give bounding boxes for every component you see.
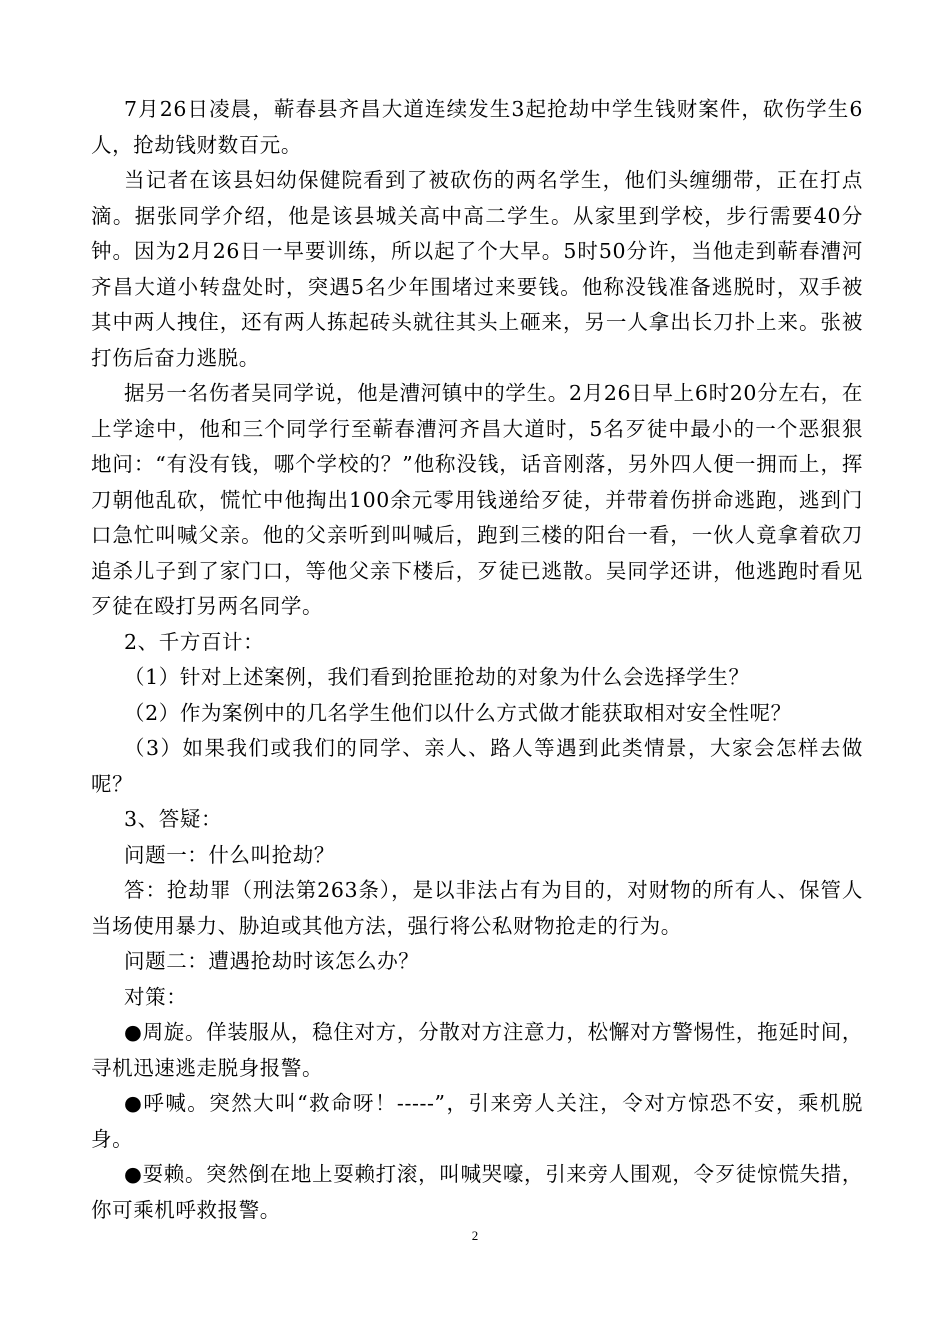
countermeasure-item: ●耍赖。突然倒在地上耍赖打滚，叫喊哭嚎，引来旁人围观，令歹徒惊慌失措，你可乘机呼救报警。 [91,1162,863,1222]
question-heading-1: 问题一：什么叫抢劫？ [124,842,335,867]
answer-paragraph-1: 答：抢劫罪（刑法第263条），是以非法占有为目的，对财物的所有人、保管人当场使用暴力、胁迫或其他方法，强行将公私财物抢走的行为。 [91,878,863,938]
countermeasure-item: ●周旋。佯装服从，稳住对方，分散对方注意力，松懈对方警惕性，拖延时间，寻机迅速逃走脱身报警。 [91,1020,863,1080]
countermeasures-label: 对策： [124,984,188,1009]
question-item-1: （1）针对上述案例，我们看到抢匪抢劫的对象为什么会选择学生？ [124,665,750,689]
document-body [91,92,863,1228]
question-item-2: （2）作为案例中的几名学生他们以什么方式做才能获取相对安全性呢？ [124,700,792,725]
page-number: 2 [471,1228,479,1243]
question-item-3: （3）如果我们或我们的同学、亲人、路人等遇到此类情景，大家会怎样去做呢？ [91,736,863,796]
countermeasure-item: ●呼喊。突然大叫“救命呀！-----”，引来旁人关注，令对方惊恐不安，乘机脱身。 [91,1091,863,1151]
paragraph-case-summary: 7月26日凌晨，蕲春县齐昌大道连续发生3起抢劫中学生钱财案件，砍伤学生6人，抢劫钱财数百元。 [91,97,863,157]
paragraph-victim-zhang: 当记者在该县妇幼保健院看到了被砍伤的两名学生，他们头缠绷带，正在打点滴。据张同学介绍，他是该县城关高中高二学生。从家里到学校，步行需要40分钟。因为2月26日一早要训练，所以起了个大早。5时50分许，当他走到蕲春漕河齐昌大道小转盘处时，突遇5名少年围堵过来要钱。他称没钱准备逃脱时，双手被其中两人拽住，还有两人拣起砖头就往其头上砸来，另一人拿出长刀扑上来。张被打伤后奋力逃脱。 [91,168,863,370]
question-heading-2: 问题二：遭遇抢劫时该怎么办？ [124,949,420,973]
section-heading-discussion: 2、千方百计： [124,629,265,654]
paragraph-victim-wu: 据另一名伤者吴同学说，他是漕河镇中的学生。2月26日早上6时20分左右，在上学途中，他和三个同学行至蕲春漕河齐昌大道时，5名歹徒中最小的一个恶狠狠地问：“有没有钱，哪个学校的？”他称没钱，话音刚落，另外四人便一拥而上，挥刀朝他乱砍，慌忙中他掏出100余元零用钱递给歹徒，并带着伤拼命逃跑，逃到门口急忙叫喊父亲。他的父亲听到叫喊后，跑到三楼的阳台一看，一伙人竟拿着砍刀追杀儿子到了家门口，等他父亲下楼后，歹徒已逃散。吴同学还讲，他逃跑时看见歹徒在殴打另两名同学。 [91,381,863,618]
section-heading-answers: 3、答疑： [124,807,223,831]
